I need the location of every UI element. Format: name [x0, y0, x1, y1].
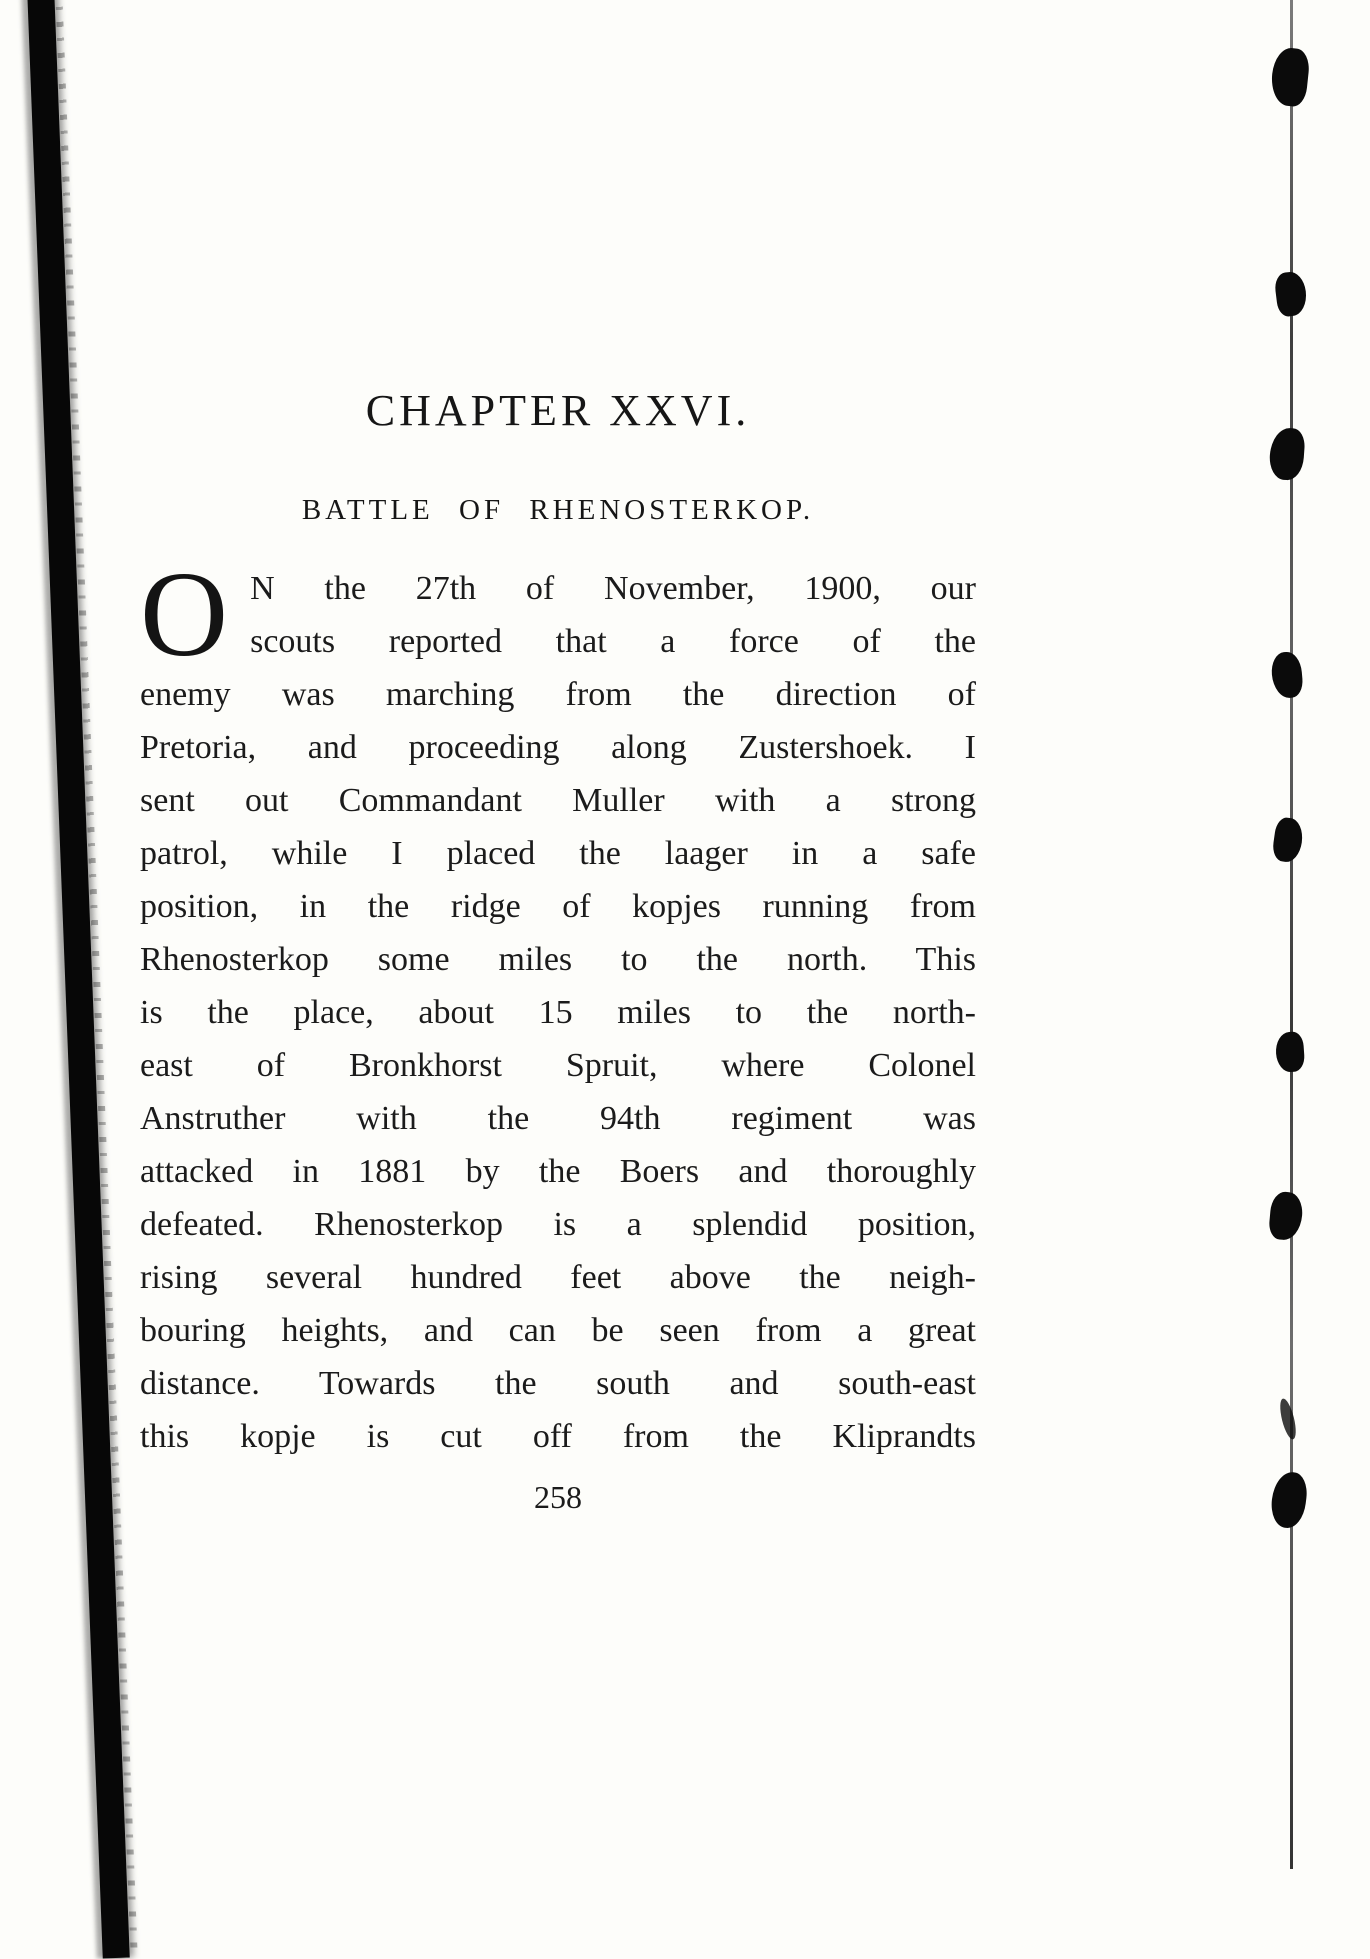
ink-blob [1269, 46, 1311, 107]
ink-blob [1277, 1397, 1299, 1441]
paragraph [140, 547, 976, 1463]
ink-blob [1269, 1470, 1310, 1530]
text-line: enemy was marching from the direction of [140, 676, 976, 713]
ink-blob [1268, 427, 1306, 481]
section-title: BATTLE OF RHENOSTERKOP. [301, 494, 815, 526]
text-line: defeated. Rhenosterkop is a splendid position, [140, 1206, 976, 1243]
ink-blob [1268, 1191, 1304, 1242]
text-line: rising several hundred feet above the neigh- [140, 1259, 976, 1296]
chapter-title: CHAPTER XXVI. [365, 386, 751, 435]
text-line: position, in the ridge of kopjes running from [140, 888, 976, 925]
text-line: this kopje is cut off from the Kliprandts [140, 1418, 976, 1455]
page-number: 258 [534, 1479, 582, 1515]
text-line: is the place, about 15 miles to the north- [140, 994, 976, 1031]
drop-cap: O [140, 547, 229, 682]
text-line: Pretoria, and proceeding along Zustershoek. I [140, 729, 976, 766]
text-line: bouring heights, and can be seen from a great [140, 1312, 976, 1349]
ink-blob [1275, 1031, 1306, 1073]
text-line: N the 27th of November, 1900, our [250, 570, 976, 607]
ink-blob [1273, 270, 1308, 317]
right-page-edge [1262, 0, 1332, 1869]
text-line: patrol, while I placed the laager in a safe [140, 835, 976, 872]
text-line: scouts reported that a force of the [250, 623, 976, 660]
ink-blob [1270, 651, 1304, 699]
text-line: east of Bronkhorst Spruit, where Colonel [140, 1047, 976, 1084]
text-line: sent out Commandant Muller with a strong [140, 782, 976, 819]
text-line: attacked in 1881 by the Boers and thoroughly [140, 1153, 976, 1190]
text-line: distance. Towards the south and south-east [140, 1365, 976, 1402]
text-line: Anstruther with the 94th regiment was [140, 1100, 976, 1137]
left-binding-shadow [26, 0, 130, 1959]
ink-blob [1271, 816, 1305, 863]
text-line: Rhenosterkop some miles to the north. This [140, 941, 976, 978]
